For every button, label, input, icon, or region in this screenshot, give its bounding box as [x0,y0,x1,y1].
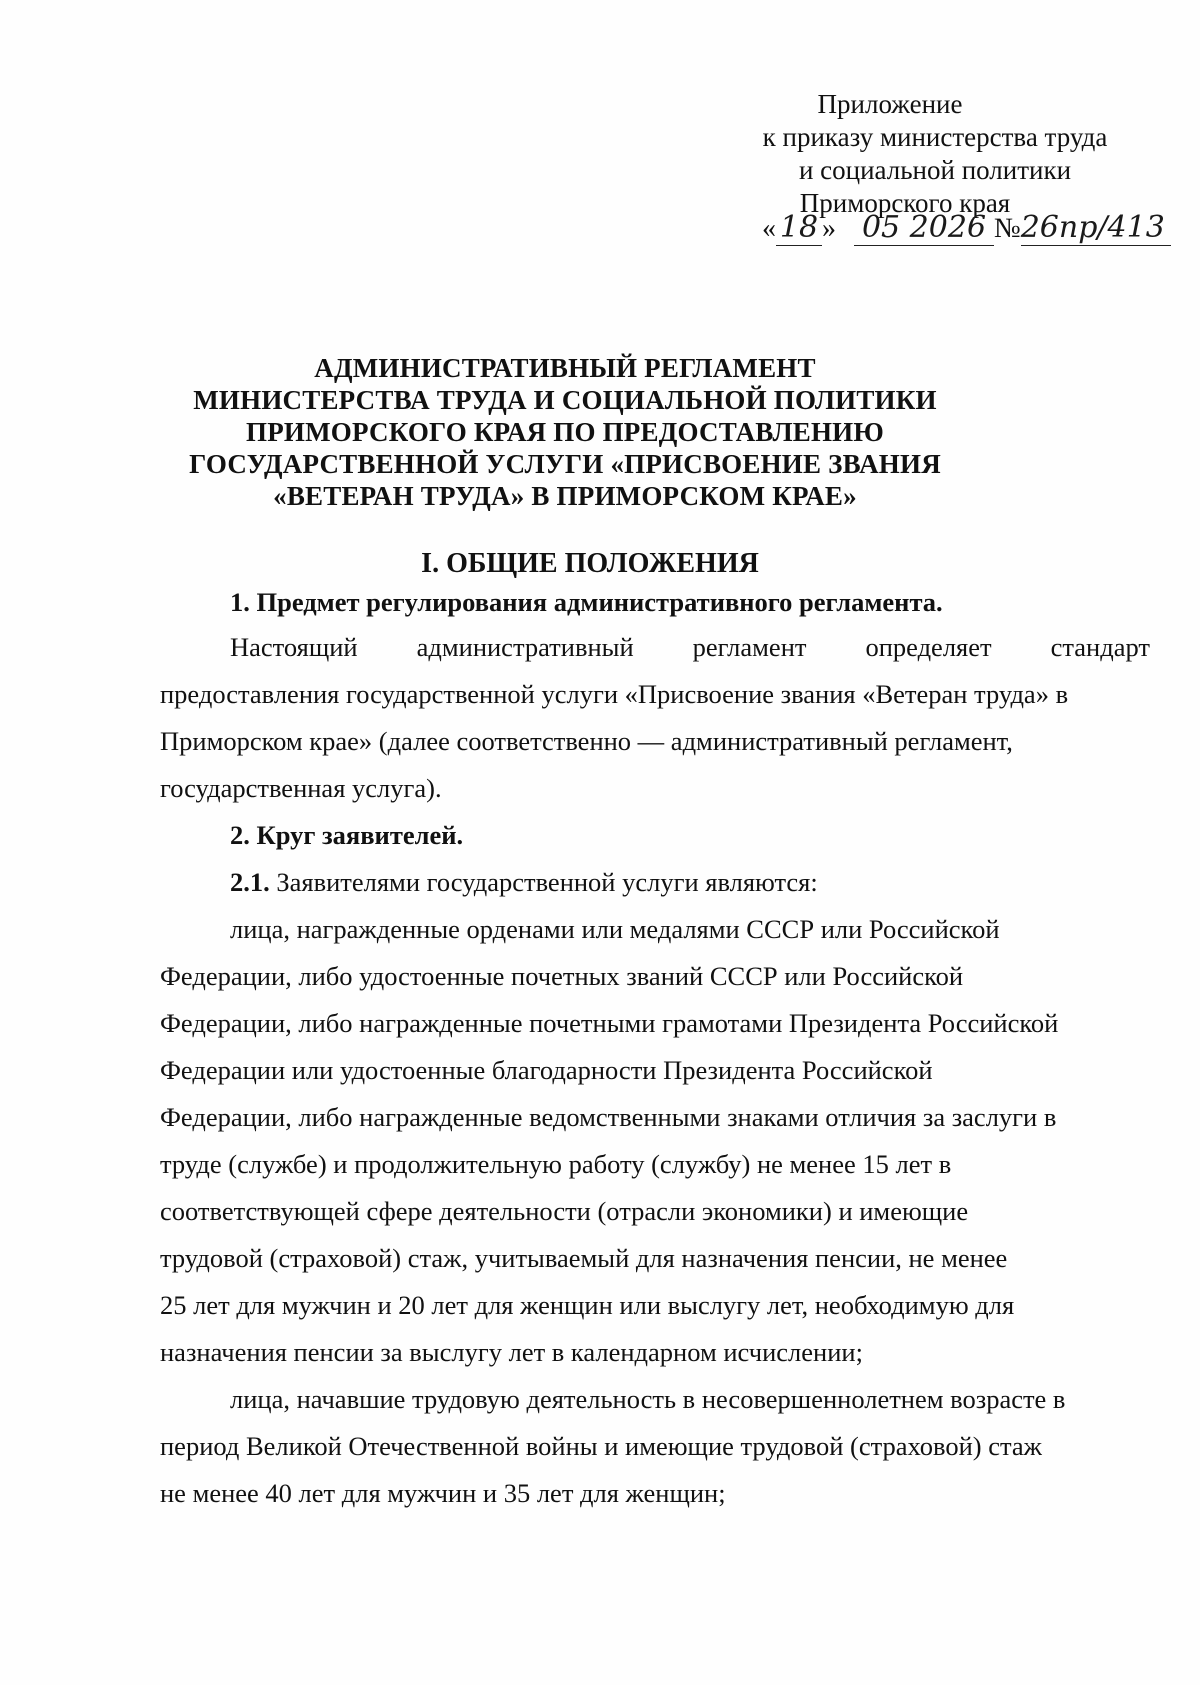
appendix-block [700,88,1170,220]
date-quote-close: » [822,213,836,244]
word: определяет [865,632,992,662]
date-day: 18 [776,210,822,246]
title-line: ПРИМОРСКОГО КРАЯ ПО ПРЕДОСТАВЛЕНИЮ [246,417,884,447]
title-line: «ВЕТЕРАН ТРУДА» В ПРИМОРСКОМ КРАЕ» [273,481,857,511]
document-title [160,352,970,512]
paragraph-line: назначения пенсии за выслугу лет в календарном исчислении; [160,1337,863,1367]
paragraph-line: труде (службе) и продолжительную работу (службу) не менее 15 лет в [160,1149,952,1179]
paragraph-line: лица, начавшие трудовую деятельность в несовершеннолетнем возрасте в [230,1384,1066,1414]
appendix-line: Приморского края [799,188,1011,218]
paragraph-line [160,867,1200,898]
paragraph-line: не менее 40 лет для мужчин и 35 лет для женщин; [160,1478,726,1508]
word: Настоящий [230,632,358,662]
order-date-number [762,210,1182,270]
clause-number: 2.1. [230,867,270,897]
paragraph-line: Федерации, либо удостоенные почетных званий СССР или Российской [160,961,964,991]
order-number: 26пр/413 [1021,210,1171,246]
clause-text: Заявителями государственной услуги являются: [269,867,818,897]
appendix-line: к приказу министерства труда [762,122,1108,152]
word: административный [416,632,634,662]
date-quote-open: « [762,213,776,244]
title-line: ГОСУДАРСТВЕННОЙ УСЛУГИ «ПРИСВОЕНИЕ ЗВАНИЯ [189,449,941,479]
paragraph-line: Федерации или удостоенные благодарности Президента Российской [160,1055,933,1085]
number-sign: № [994,213,1021,244]
paragraph-line: трудовой (страховой) стаж, учитываемый для назначения пенсии, не менее [160,1243,1008,1273]
subsection-heading-2: 2. Круг заявителей. [230,820,464,850]
paragraph-line: Федерации, либо награжденные ведомственными знаками отличия за заслуги в [160,1102,1057,1132]
paragraph-line: лица, награжденные орденами или медалями СССР или Российской [230,914,1000,944]
appendix-line: и социальной политики [798,155,1072,185]
paragraph-line: период Великой Отечественной войны и имеющие трудовой (страховой) стаж [160,1431,1042,1461]
paragraph-line: Приморском крае» (далее соответственно — административный регламент, [160,726,1013,756]
paragraph-line: Федерации, либо награжденные почетными грамотами Президента Российской [160,1008,1059,1038]
appendix-line: Приложение [817,89,963,119]
paragraph-line: государственная услуга). [160,773,442,803]
subsection-heading-1: 1. Предмет регулирования административного регламента. [230,587,943,617]
paragraph-line: 25 лет для мужчин и 20 лет для женщин или выслугу лет, необходимую для [160,1290,1015,1320]
date-month-year: 05 2026 [854,210,994,246]
paragraph-line: соответствующей сфере деятельности (отрасли экономики) и имеющие [160,1196,969,1226]
section-heading: I. ОБЩИЕ ПОЛОЖЕНИЯ [421,548,759,579]
title-line: МИНИСТЕРСТВА ТРУДА И СОЦИАЛЬНОЙ ПОЛИТИКИ [193,385,937,415]
paragraph-line [160,632,1150,663]
paragraph-line: предоставления государственной услуги «Присвоение звания «Ветеран труда» в [160,679,1069,709]
word: регламент [692,632,807,662]
title-line: АДМИНИСТРАТИВНЫЙ РЕГЛАМЕНТ [314,353,816,383]
word: стандарт [1050,632,1150,662]
